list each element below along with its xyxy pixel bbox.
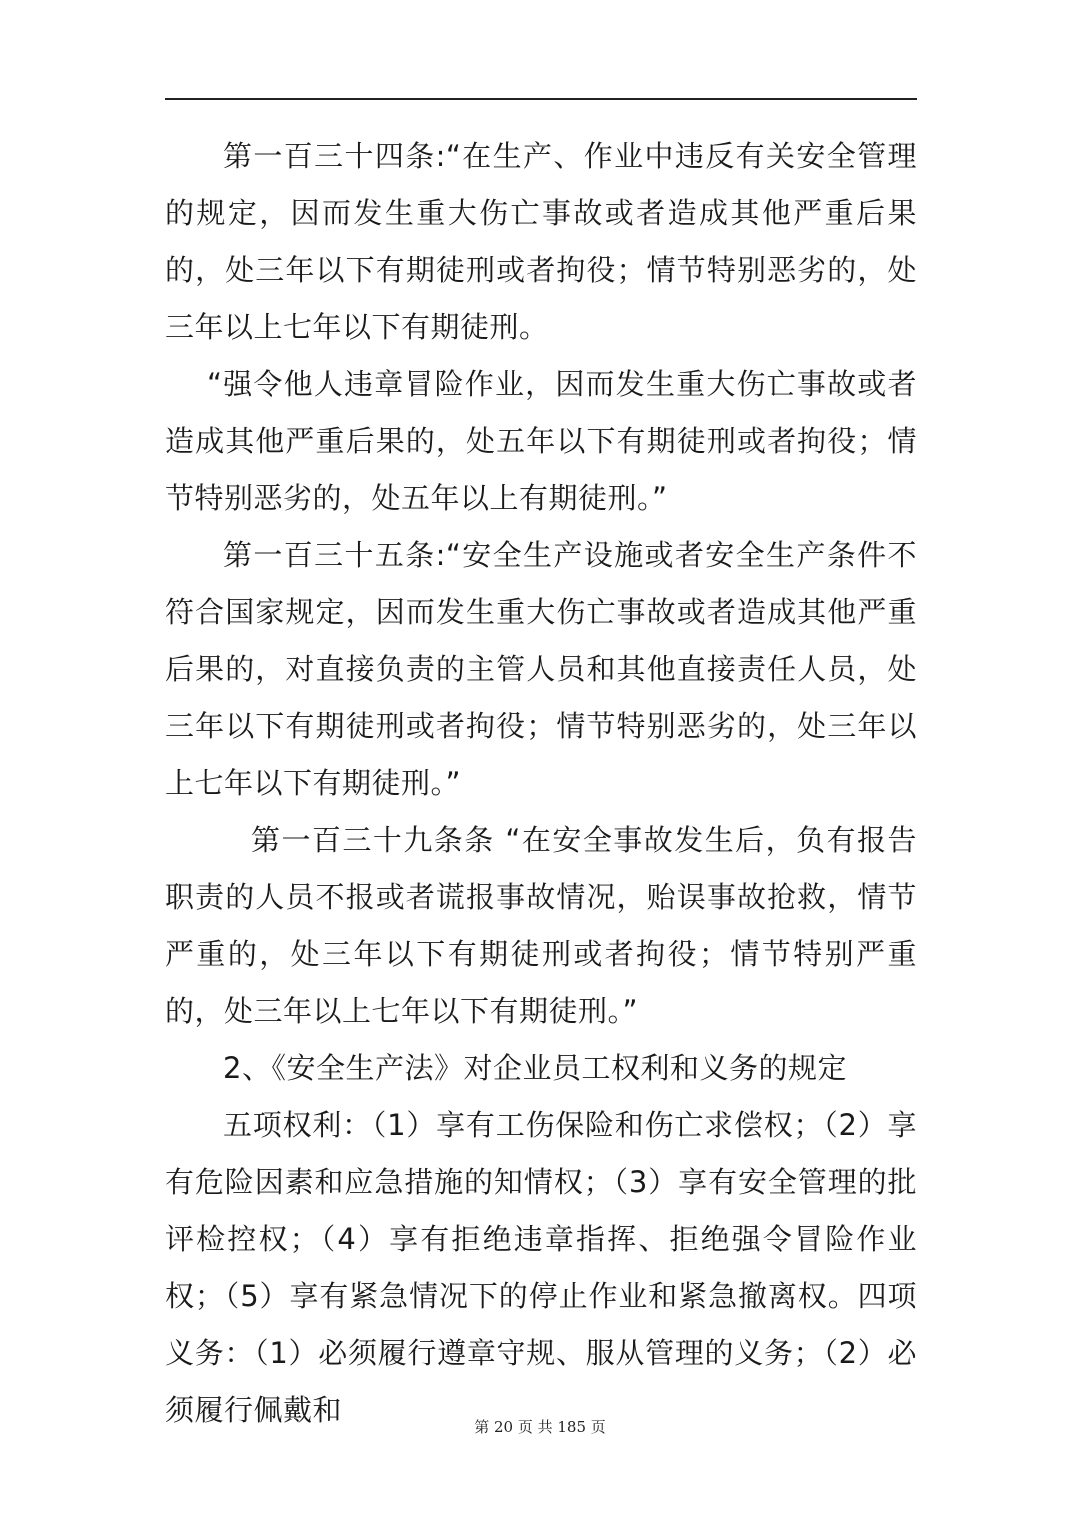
- article-134-paragraph: 第一百三十四条:“在生产、作业中违反有关安全管理的规定，因而发生重大伤亡事故或者造成其他严重后果的，处三年以下有期徒刑或者拘役；情节特别恶劣的，处三年以上七年以下有期徒刑。: [165, 139, 917, 344]
- section-heading: 2、《安全生产法》对企业员工权利和义务的规定: [223, 1051, 847, 1085]
- article-135-paragraph: 第一百三十五条:“安全生产设施或者安全生产条件不符合国家规定，因而发生重大伤亡事故或者造成其他严重后果的，对直接负责的主管人员和其他直接责任人员，处三年以下有期徒刑或者拘役；情节特别恶劣的，处三年以上七年以下有期徒刑。”: [165, 538, 917, 800]
- article-134-second-clause-paragraph: “强令他人违章冒险作业，因而发生重大伤亡事故或者造成其他严重后果的，处五年以下有期徒刑或者拘役；情节特别恶劣的，处五年以上有期徒刑。”: [165, 367, 917, 515]
- rights-duties-paragraph: 五项权利：（1）享有工伤保险和伤亡求偿权；（2）享有危险因素和应急措施的知情权；（3）享有安全管理的批评检控权；（4）享有拒绝违章指挥、拒绝强令冒险作业权；（5）享有紧急情况下的停止作业和紧急撤离权。四项义务：（1）必须履行遵章守规、服从管理的义务；（2）必须履行佩戴和: [165, 1108, 917, 1427]
- document-body: [165, 128, 917, 1439]
- header-rule: [165, 98, 917, 100]
- page-footer: 第 20 页 共 185 页: [474, 1418, 606, 1436]
- article-139-paragraph: 第一百三十九条条 “在安全事故发生后，负有报告职责的人员不报或者谎报事故情况，贻误事故抢救，情节严重的，处三年以下有期徒刑或者拘役；情节特别严重的，处三年以上七年以下有期徒刑。”: [165, 823, 917, 1028]
